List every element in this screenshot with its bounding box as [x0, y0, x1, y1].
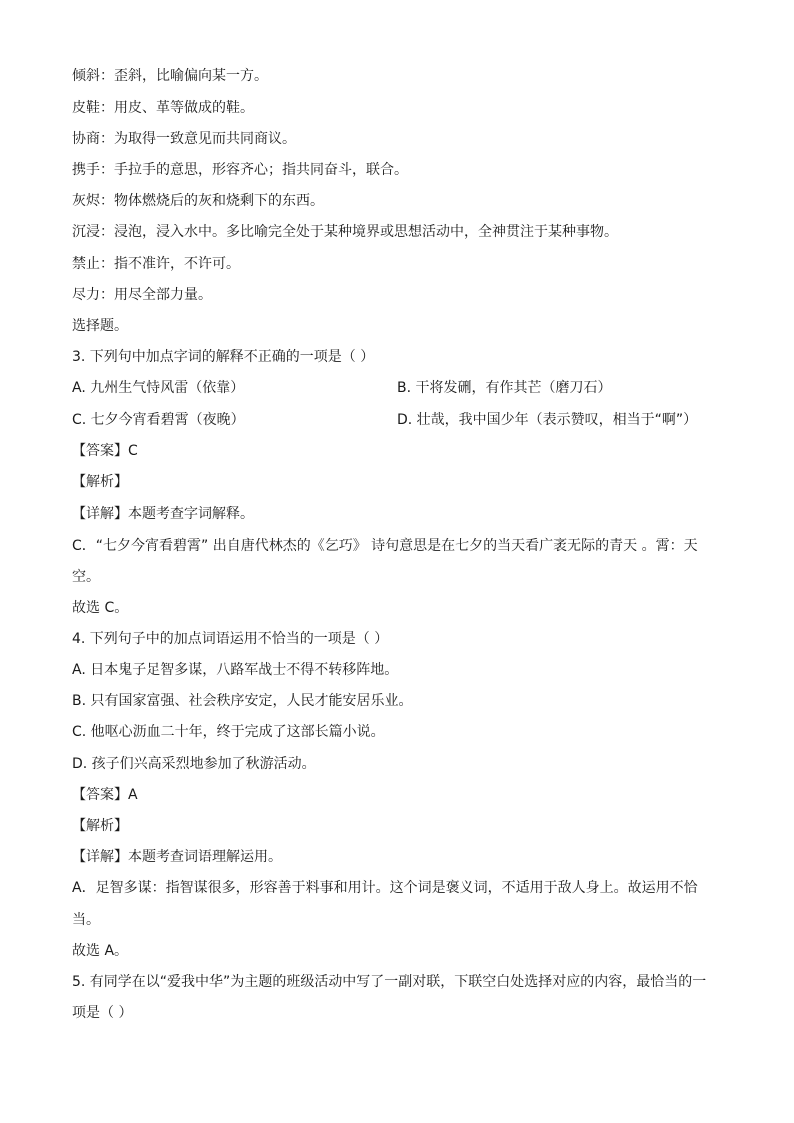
question-4-explanation-cont: 当。: [72, 912, 100, 928]
question-3-option-a: A. 九州生气恃风雷（依靠）: [72, 380, 245, 396]
question-3-option-d: D. 壮哉，我中国少年（表示赞叹，相当于“啊”）: [397, 412, 698, 428]
definition-line: 禁止：指不准许，不许可。: [72, 256, 240, 272]
question-3-answer: 【答案】C: [72, 443, 138, 459]
definition-line: 灰烬：物体燃烧后的灰和烧剩下的东西。: [72, 193, 324, 209]
question-3-stem: 3. 下列句中加点字词的解释不正确的一项是（ ）: [72, 349, 375, 365]
question-3-choice: 故选 C。: [72, 600, 129, 616]
question-4-answer: 【答案】A: [72, 787, 138, 803]
question-4-option-d: D. 孩子们兴高采烈地参加了秋游活动。: [72, 756, 316, 772]
question-5-stem: 5. 有同学在以“爱我中华”为主题的班级活动中写了一副对联，下联空白处选择对应的内容，最恰当的一: [72, 974, 707, 990]
question-3-explanation-cont: 空。: [72, 569, 100, 585]
question-3-detail: 【详解】本题考查字词解释。: [72, 506, 254, 522]
question-3-analysis-heading: 【解析】: [72, 474, 128, 490]
definition-line: 尽力：用尽全部力量。: [72, 287, 212, 303]
question-4-option-a: A. 日本鬼子足智多谋，八路军战士不得不转移阵地。: [72, 662, 399, 678]
question-4-explanation: A．足智多谋：指智谋很多，形容善于料事和用计。这个词是褒义词，不适用于敌人身上。故运用不恰: [72, 880, 698, 896]
question-3-option-b: B. 干将发硎，有作其芒（磨刀石）: [397, 380, 612, 396]
section-label: 选择题。: [72, 318, 128, 334]
definition-line: 协商：为取得一致意见而共同商议。: [72, 131, 296, 147]
definition-line: 携手：手拉手的意思，形容齐心；指共同奋斗，联合。: [72, 162, 408, 178]
question-4-detail: 【详解】本题考查词语理解运用。: [72, 849, 282, 865]
definition-line: 皮鞋：用皮、革等做成的鞋。: [72, 100, 254, 116]
question-4-choice: 故选 A。: [72, 943, 129, 959]
question-4-stem: 4. 下列句子中的加点词语运用不恰当的一项是（ ）: [72, 631, 389, 647]
question-3-explanation: C．“七夕今宵看碧霄” 出自唐代林杰的《乞巧》 诗句意思是在七夕的当天看广袤无际的青天 。霄：天: [72, 538, 698, 554]
question-5-stem-cont: 项是（ ）: [72, 1005, 133, 1021]
question-4-option-b: B. 只有国家富强、社会秩序安定，人民才能安居乐业。: [72, 693, 413, 709]
question-4-analysis-heading: 【解析】: [72, 818, 128, 834]
definition-line: 沉浸：浸泡，浸入水中。多比喻完全处于某种境界或思想活动中，全神贯注于某种事物。: [72, 224, 618, 240]
question-4-option-c: C. 他呕心沥血二十年，终于完成了这部长篇小说。: [72, 724, 385, 740]
question-3-option-c: C. 七夕今宵看碧霄（夜晚）: [72, 412, 245, 428]
definition-line: 倾斜：歪斜，比喻偏向某一方。: [72, 68, 268, 84]
